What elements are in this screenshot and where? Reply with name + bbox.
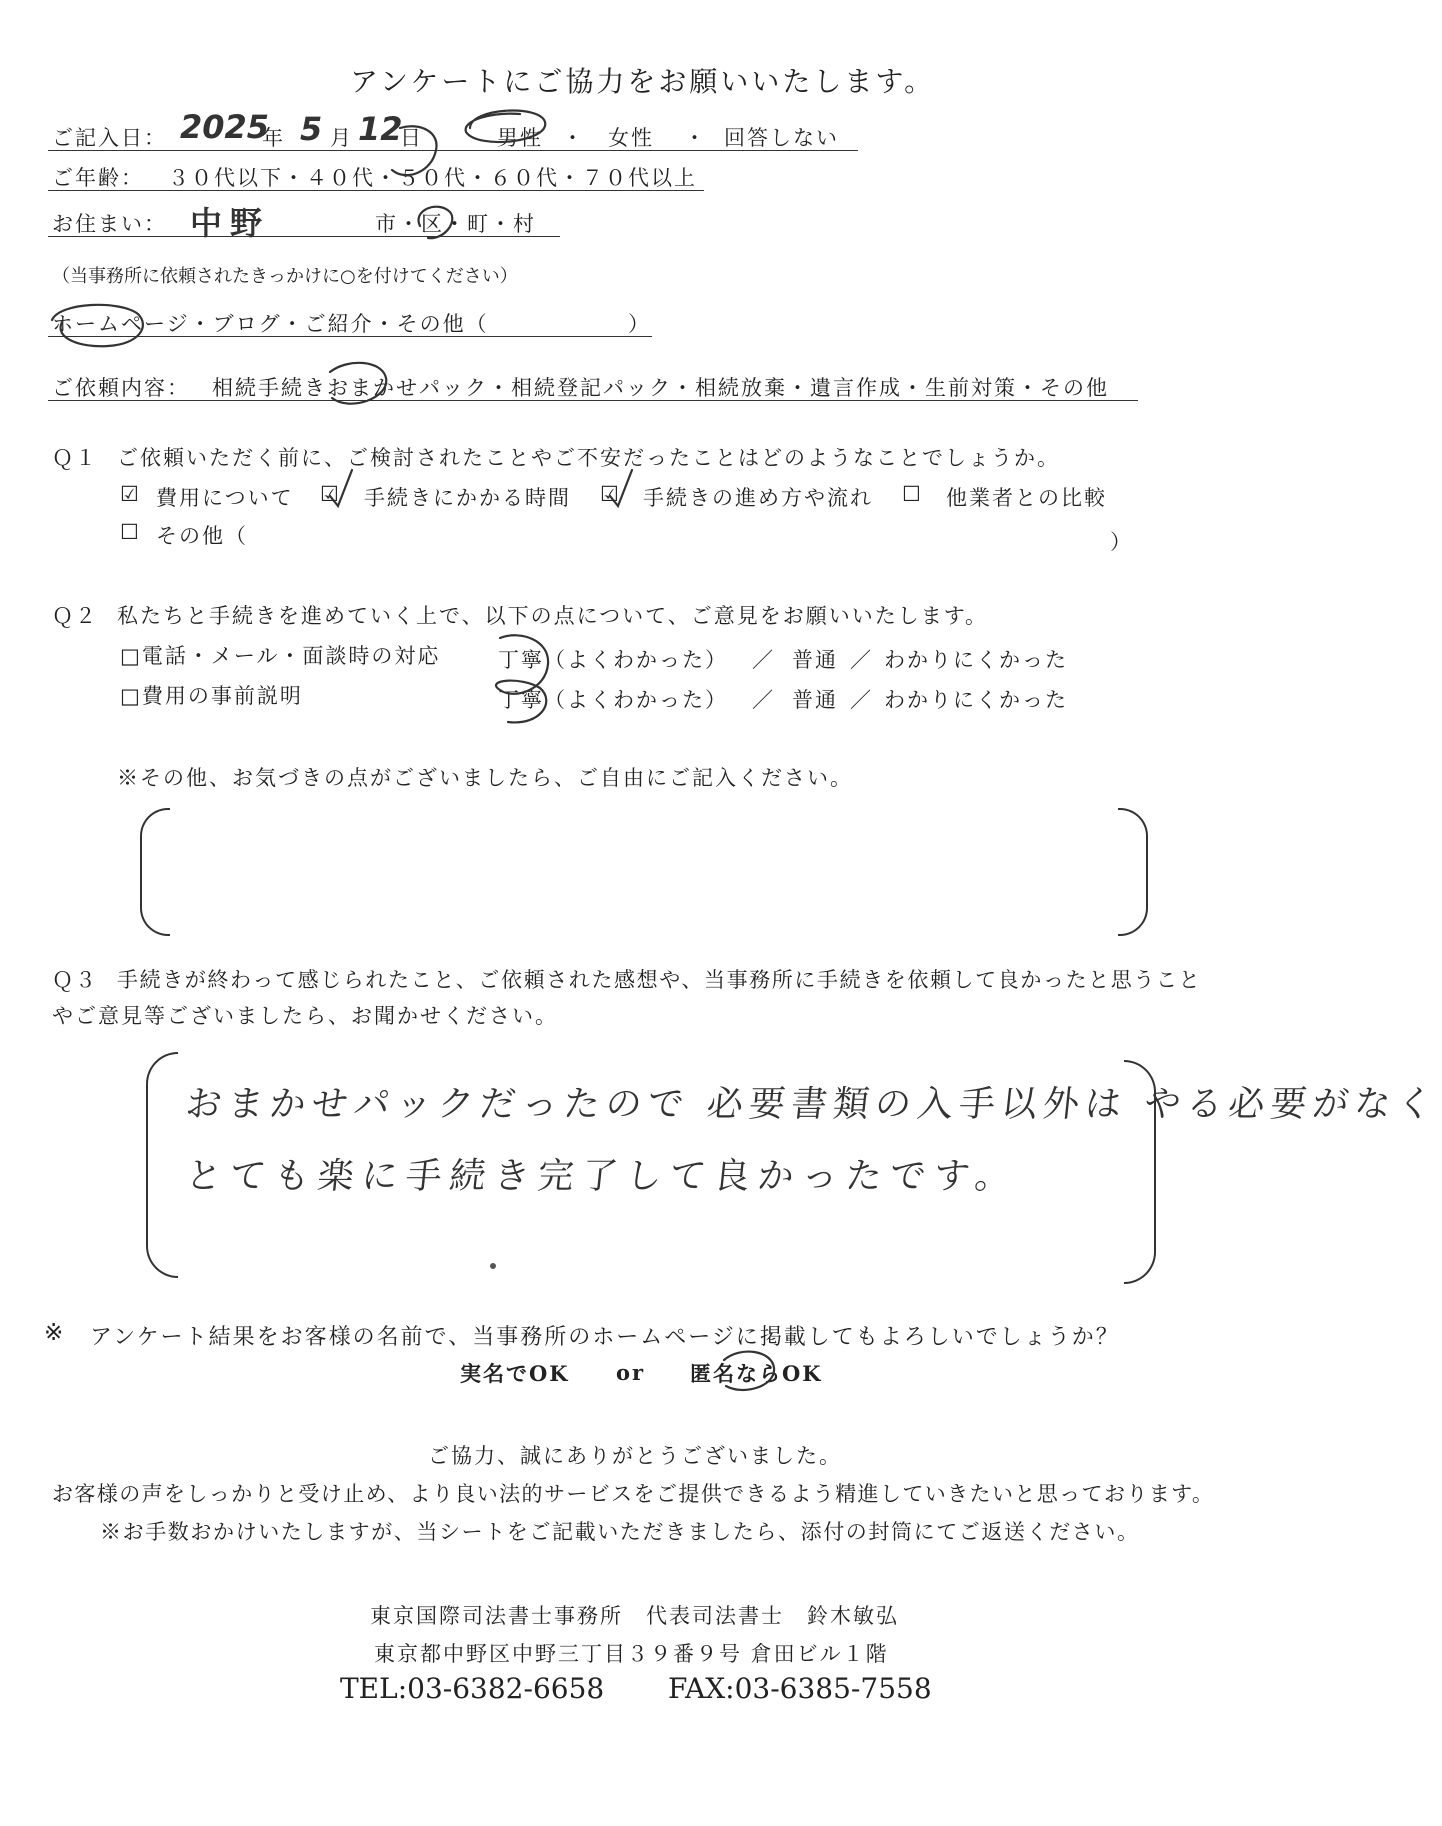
- pen-check-flow: [610, 470, 632, 506]
- age-label: ご年齢：: [52, 166, 144, 190]
- pen-dot: [490, 1263, 496, 1269]
- footer-tel: TEL:03-6382-6658: [340, 1672, 605, 1705]
- gender-sep-1: ・: [562, 126, 585, 150]
- gender-female[interactable]: 女性: [608, 126, 654, 150]
- q2-row-cost-bad[interactable]: わかりにくかった: [884, 688, 1068, 712]
- consent-anonymous-ok[interactable]: 匿名ならOK: [690, 1361, 823, 1386]
- address-label: お住まい：: [52, 212, 167, 236]
- q1-option-compare-label: 他業者との比較: [946, 486, 1107, 510]
- date-year[interactable]: 2025: [180, 108, 270, 146]
- date-month[interactable]: 5: [300, 110, 323, 148]
- q1-option-flow-checkbox[interactable]: ☑: [600, 482, 621, 506]
- gender-no-answer[interactable]: 回答しない: [724, 126, 839, 150]
- referral-close: ）: [628, 312, 651, 336]
- referral-note: （当事務所に依頼されたきっかけに○を付けてください）: [52, 266, 518, 287]
- request-label: ご依頼内容：: [52, 376, 190, 400]
- q2-row-contact-label: □電話・メール・面談時の対応: [120, 644, 441, 668]
- q3-question-line1: 手続きが終わって感じられたこと、ご依頼された感想や、当事務所に手続きを依頼して良かったと思うこと: [117, 968, 1202, 992]
- q1-option-cost-checkbox[interactable]: ☑: [120, 482, 141, 506]
- consent-real-name-ok[interactable]: 実名でOK: [460, 1361, 570, 1386]
- q2-question: 私たちと手続きを進めていく上で、以下の点について、ご意見をお願いいたします。: [117, 604, 989, 628]
- pen-circle-ward: [418, 207, 452, 238]
- footer-address: 東京都中野区中野三丁目３９番９号 倉田ビル１階: [374, 1642, 889, 1666]
- date-year-unit: 年: [262, 126, 285, 150]
- q2-row-cost-sep2: ／: [850, 688, 873, 712]
- date-day[interactable]: 12: [358, 110, 403, 148]
- age-options[interactable]: ３０代以下・４０代・５０代・６０代・７０代以上: [168, 166, 697, 190]
- pen-circle-male: [466, 111, 546, 143]
- q3-answer-line1[interactable]: おまかせパックだったので 必要書類の入手以外は やる必要がなく: [183, 1084, 1441, 1125]
- pen-circle-50s: [392, 126, 437, 175]
- q2-row-cost-good[interactable]: 丁寧（よくわかった）: [498, 688, 728, 712]
- consent-question: アンケート結果をお客様の名前で、当事務所のホームページに掲載してもよろしいでしょうか？: [90, 1325, 1120, 1350]
- q1-option-other-label: その他（: [156, 524, 248, 548]
- gender-sep-2: ・: [684, 126, 707, 150]
- q2-row-contact-good[interactable]: 丁寧（よくわかった）: [498, 648, 728, 672]
- q2-row-cost-label: □費用の事前説明: [120, 684, 303, 708]
- consent-or: or: [616, 1360, 646, 1385]
- q1-option-flow-label: 手続きの進め方や流れ: [643, 486, 873, 510]
- q2-row-contact-sep2: ／: [850, 648, 873, 672]
- q2-row-contact-normal[interactable]: 普通: [792, 648, 838, 672]
- referral-options[interactable]: ホームページ・ブログ・ご紹介・その他（: [52, 312, 489, 336]
- closing-thanks: ご協力、誠にありがとうございました。: [428, 1444, 842, 1468]
- gender-male[interactable]: 男性: [497, 126, 543, 150]
- footer-fax: FAX:03-6385-7558: [668, 1672, 932, 1705]
- q2-row-contact-bad[interactable]: わかりにくかった: [884, 648, 1068, 672]
- date-month-unit: 月: [330, 126, 353, 150]
- q2-row-cost-sep1: ／: [752, 688, 775, 712]
- q1-question: ご依頼いただく前に、ご検討されたことやご不安だったことはどのようなことでしょうか。: [117, 446, 1060, 470]
- q2-row-cost-normal[interactable]: 普通: [792, 688, 838, 712]
- footer-office: 東京国際司法書士事務所 代表司法書士 鈴木敏弘: [370, 1604, 899, 1628]
- q1-option-compare-checkbox[interactable]: ☐: [902, 482, 923, 506]
- consent-mark: ※: [44, 1320, 66, 1346]
- pen-circle-omakase: [330, 363, 386, 404]
- q1-option-other-checkbox[interactable]: ☐: [120, 520, 141, 544]
- pen-circle-nara: [724, 1352, 774, 1390]
- closing-return-note: ※お手数おかけいたしますが、当シートをご記載いただきましたら、添付の封筒にてご返送ください。: [100, 1520, 1140, 1544]
- q2-row-contact-sep1: ／: [752, 648, 775, 672]
- address-handwritten[interactable]: 中野: [190, 204, 271, 242]
- closing-message: お客様の声をしっかりと受け止め、より良い法的サービスをご提供できるよう精進していきたいと思っております。: [52, 1482, 1215, 1506]
- q1-other-close: ）: [1110, 530, 1133, 554]
- q1-option-time-checkbox[interactable]: ☑: [320, 482, 341, 506]
- request-options[interactable]: 相続手続きおまかせパック・相続登記パック・相続放棄・遺言作成・生前対策・その他: [212, 376, 1109, 400]
- q2-other-note: ※その他、お気づきの点がございましたら、ご自由にご記入ください。: [117, 766, 853, 790]
- q3-number: Ｑ３: [52, 968, 98, 992]
- q3-answer-line2[interactable]: とても楽に手続き完了して良かったです。: [183, 1156, 1021, 1197]
- page-title: アンケートにご協力をお願いいたします。: [350, 65, 936, 98]
- pen-circle-homepage: [52, 305, 143, 346]
- q2-number: Ｑ２: [52, 604, 98, 628]
- pen-check-time: [330, 470, 352, 506]
- q1-option-time-label: 手続きにかかる時間: [364, 486, 571, 510]
- address-units[interactable]: 市・区・町・村: [375, 212, 536, 236]
- date-day-unit: 日: [400, 126, 423, 150]
- q1-number: Ｑ１: [52, 446, 98, 470]
- q1-option-cost-label: 費用について: [156, 486, 294, 510]
- q3-question-line2: やご意見等ございましたら、お聞かせください。: [52, 1004, 558, 1028]
- pen-circle-q2-good: [496, 635, 548, 722]
- date-label: ご記入日：: [52, 126, 167, 150]
